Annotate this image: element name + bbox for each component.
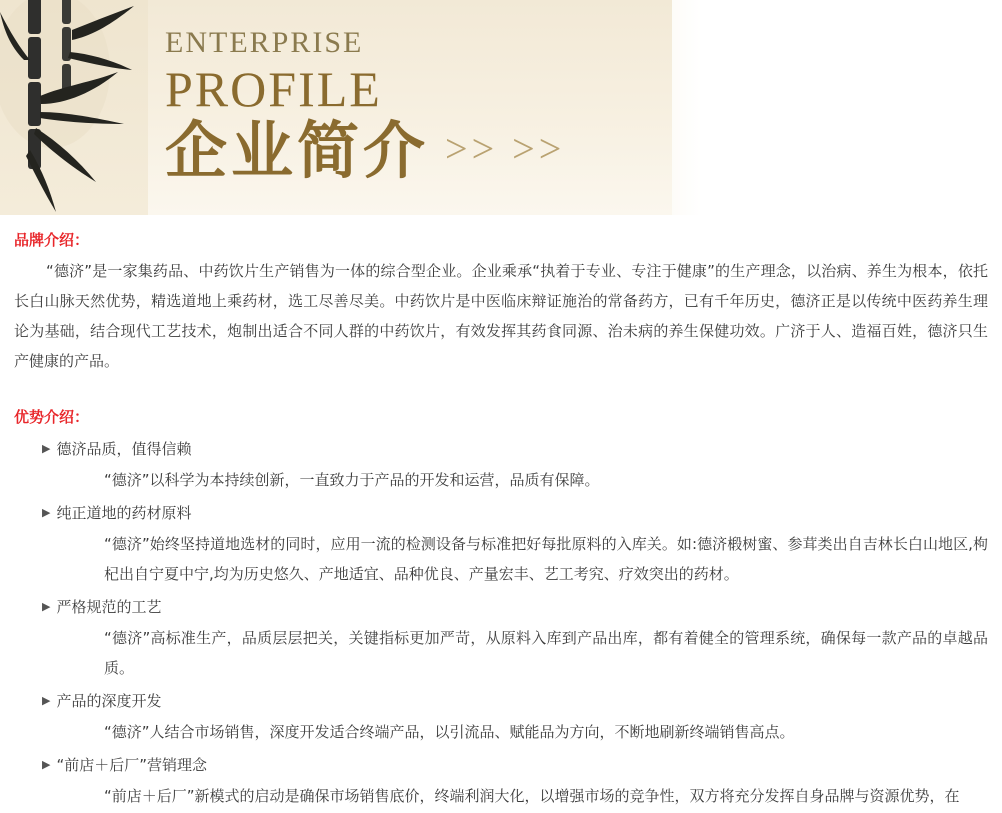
bamboo-ink-icon — [0, 0, 150, 215]
brand-section-paragraph: “德济”是一家集药品、中药饮片生产销售为一体的综合型企业。企业乘承“执着于专业、专注于健康”的生产理念，以治病、养生为根本，依托长白山脉天然优势，精选道地上乘药材，选工尽善尽美。中药饮片是中医临床辩证施治的常备药方，已有千年历史，德济正是以传统中医药养生理论为基础，结合现代工艺技术，炮制出适合不同人群的中药饮片，有效发挥其药食同源、治未病的养生保健功效。广济于人、造福百姓，德济只生产健康的产品。 — [14, 262, 988, 370]
list-item-body: “德济”始终坚持道地选材的同时，应用一流的检测设备与标准把好每批原料的入库关。如:德济椴树蜜、参茸类出自吉林长白山地区,枸杞出自宁夏中宁,均为历史悠久、产地适宜、品种优良、产量宏丰、艺工考究、疗效突出的药材。 — [104, 535, 988, 583]
list-item-heading: 产品的深度开发 — [56, 692, 162, 710]
advantage-list — [14, 433, 988, 811]
list-item — [14, 433, 988, 495]
brand-section-title: 品牌介绍： — [14, 231, 90, 249]
advantage-section-title: 优势介绍： — [14, 408, 90, 426]
list-item — [14, 497, 988, 589]
page-content — [0, 229, 1002, 811]
list-item-heading: 德济品质，值得信赖 — [56, 440, 192, 458]
list-item — [14, 591, 988, 683]
list-item-heading: “前店＋后厂”营销理念 — [56, 756, 208, 774]
list-item-heading: 纯正道地的药材原料 — [56, 504, 192, 522]
triangle-bullet-icon: ▶ — [42, 600, 51, 613]
triangle-bullet-icon: ▶ — [42, 506, 51, 519]
triangle-bullet-icon: ▶ — [42, 694, 51, 707]
banner-title-en-top: ENTERPRISE — [165, 26, 364, 59]
list-item-heading: 严格规范的工艺 — [56, 598, 162, 616]
list-item — [14, 749, 988, 811]
page-banner — [0, 0, 1002, 215]
banner-arrows-icon: >> >> — [445, 125, 566, 171]
list-item-body: “前店＋后厂”新模式的启动是确保市场销售底价，终端利润大化，以增强市场的竞争性，双方将充分发挥自身品牌与资源优势，在 — [104, 787, 960, 805]
banner-title-cn: 企业简介 — [165, 113, 430, 187]
list-item — [14, 685, 988, 747]
banner-title-en-main: PROFILE — [165, 61, 382, 117]
list-item-body: “德济”以科学为本持续创新，一直致力于产品的开发和运营，品质有保障。 — [104, 471, 600, 489]
list-item-body: “德济”人结合市场销售，深度开发适合终端产品，以引流品、赋能品为方向，不断地刷新终端销售高点。 — [104, 723, 795, 741]
list-item-body: “德济”高标准生产，品质层层把关，关键指标更加严苛，从原料入库到产品出库，都有着健全的管理系统，确保每一款产品的卓越品质。 — [104, 629, 988, 677]
banner-title-group — [165, 26, 565, 186]
triangle-bullet-icon: ▶ — [42, 758, 51, 771]
triangle-bullet-icon: ▶ — [42, 442, 51, 455]
